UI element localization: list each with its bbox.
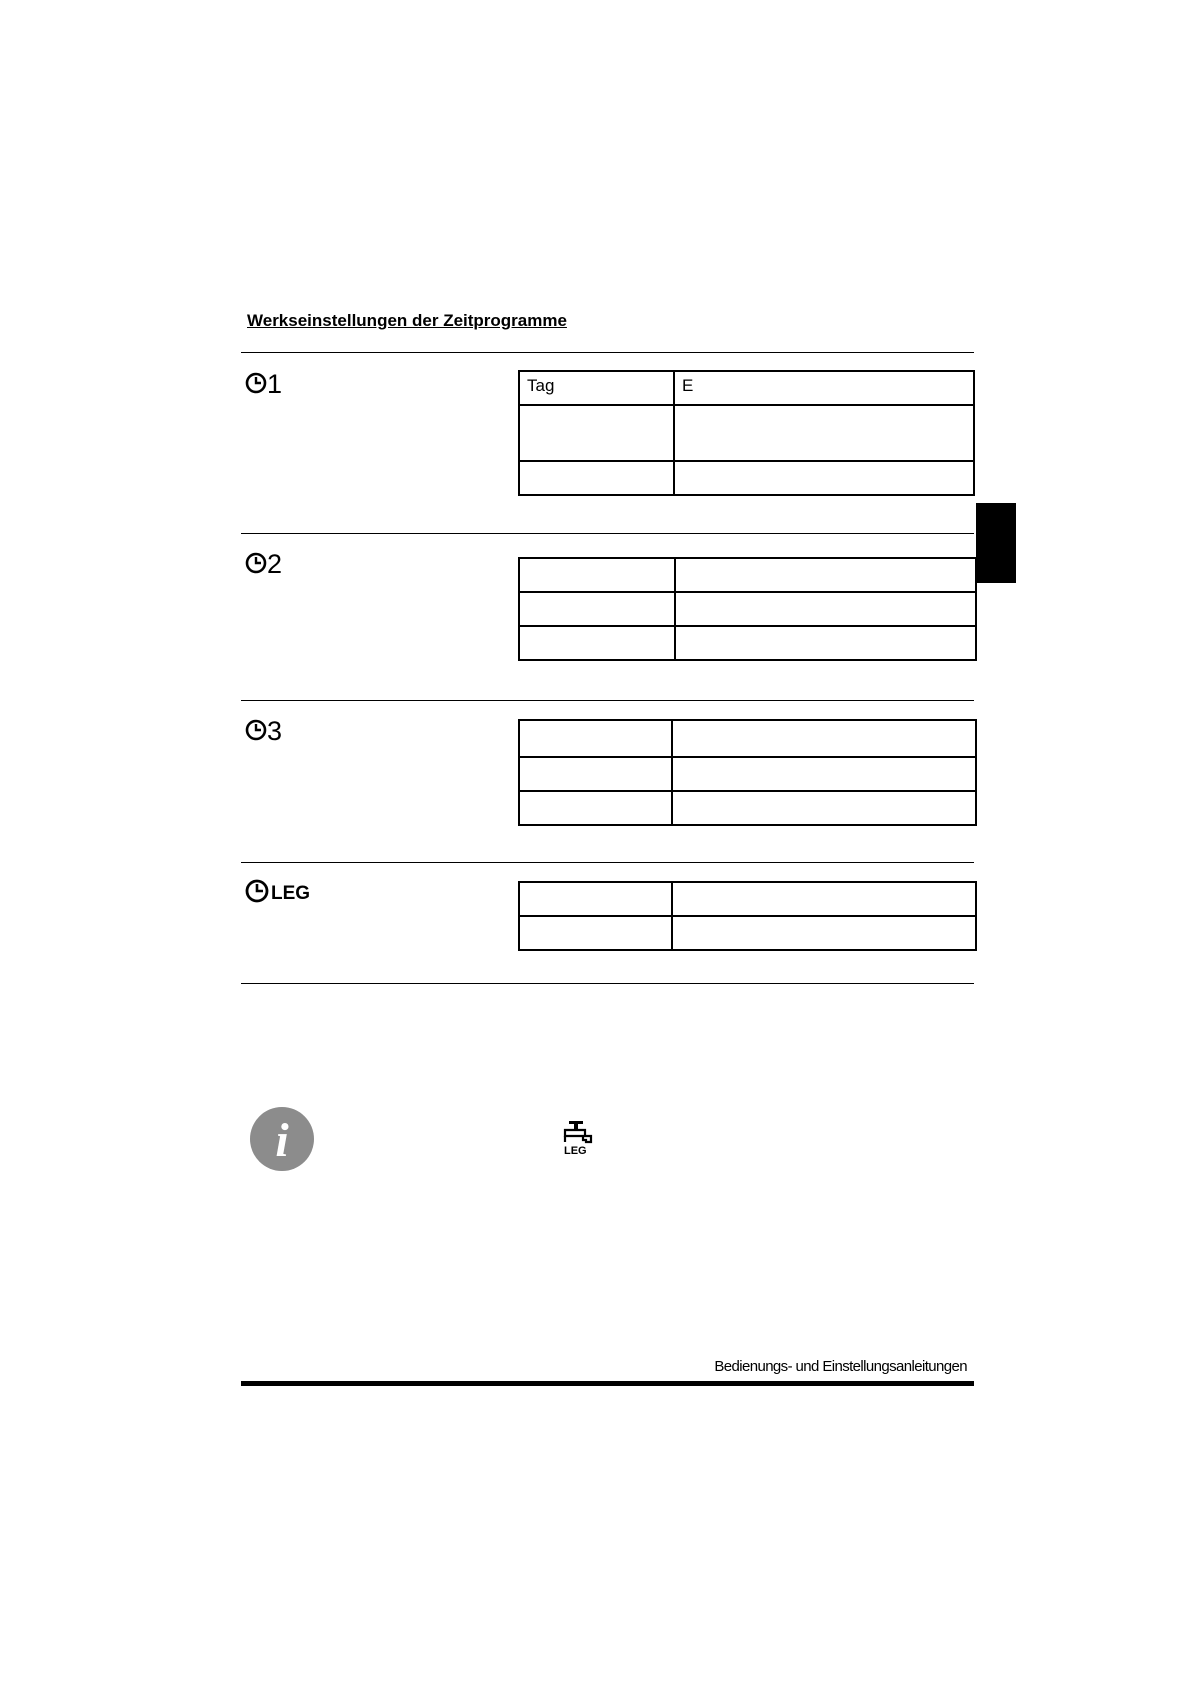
table-cell xyxy=(675,626,976,660)
page-title: Werkseinstellungen der Zeitprogramme xyxy=(247,311,567,330)
table-cell xyxy=(519,405,674,461)
table-cell xyxy=(519,882,672,916)
table-cell xyxy=(674,461,974,495)
section-divider xyxy=(241,352,974,353)
table-cell xyxy=(672,720,976,757)
table-cell xyxy=(672,882,976,916)
table-cell xyxy=(519,916,672,950)
table-cell xyxy=(519,720,672,757)
program-number: 2 xyxy=(267,549,283,578)
table-cell xyxy=(674,405,974,461)
table-cell xyxy=(519,626,675,660)
section-divider xyxy=(241,983,974,984)
section-divider xyxy=(241,533,974,534)
clock-program-3-icon xyxy=(245,715,289,745)
program-table-leg xyxy=(518,881,977,951)
tap-icon-label: LEG xyxy=(564,1145,587,1156)
table-cell xyxy=(519,558,675,592)
info-icon xyxy=(249,1106,315,1172)
table-cell: E xyxy=(674,371,974,405)
table-cell xyxy=(519,592,675,626)
clock-program-2-icon xyxy=(245,548,289,578)
program-table-3 xyxy=(518,719,977,826)
clock-program-leg-icon xyxy=(245,876,329,906)
table-cell xyxy=(672,757,976,791)
chapter-side-tab xyxy=(976,503,1016,583)
table-cell xyxy=(672,791,976,825)
table-cell xyxy=(519,757,672,791)
program-label: LEG xyxy=(271,883,311,904)
table-cell xyxy=(672,916,976,950)
clock-program-1-icon xyxy=(245,368,289,398)
table-cell xyxy=(519,461,674,495)
table-cell xyxy=(519,791,672,825)
svg-text:i: i xyxy=(275,1114,289,1167)
footer-rule xyxy=(241,1381,974,1386)
program-number: 1 xyxy=(267,369,283,398)
section-divider xyxy=(241,700,974,701)
program-number: 3 xyxy=(267,716,283,745)
legionella-tap-icon xyxy=(563,1120,597,1156)
footer-text: Bedienungs- und Einstellungsanleitungen xyxy=(714,1358,967,1375)
program-table-1 xyxy=(518,370,975,496)
table-cell: Tag xyxy=(519,371,674,405)
table-cell xyxy=(675,592,976,626)
program-table-2 xyxy=(518,557,977,661)
table-cell xyxy=(675,558,976,592)
section-divider xyxy=(241,862,974,863)
